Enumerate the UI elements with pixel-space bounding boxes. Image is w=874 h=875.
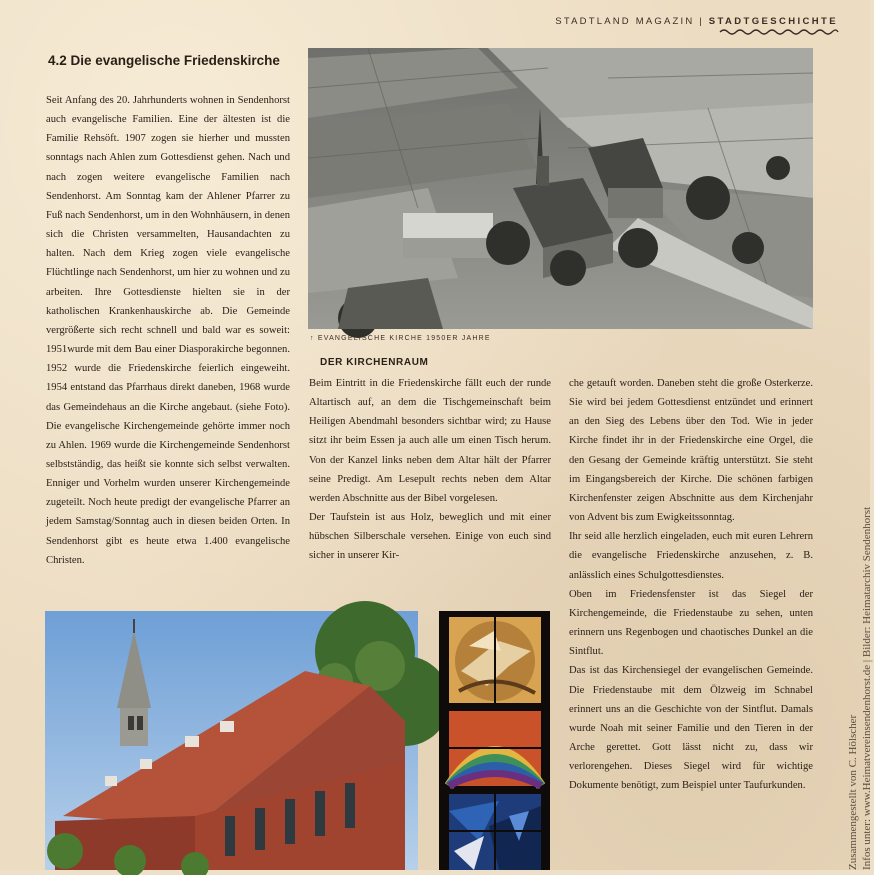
credit-compiler: Zusammengestellt von C. Hölscher [847, 714, 859, 870]
article-column-2 [309, 374, 551, 566]
magazine-name: STADTLAND MAGAZIN [555, 16, 695, 27]
section-name: STADTGESCHICHTE [708, 16, 838, 27]
paragraph: Der Taufstein ist aus Holz, beweglich und mit einer hübschen Silberschale versehen. Einige von euch sind sicher in unserer Kir- [309, 512, 551, 562]
article-column-1 [46, 91, 290, 570]
church-exterior-photo [45, 611, 418, 870]
article-title: 4.2 Die evangelische Friedenskirche [48, 53, 280, 68]
page-header [555, 16, 838, 27]
image-credits [846, 270, 874, 870]
stained-glass-window-photo [439, 611, 550, 870]
intro-paragraph: Seit Anfang des 20. Jahrhunderts wohnen in Sendenhorst auch evangelische Familien. Eine der ältesten ist die Familie Rehsöft. 1907 zogen sie hierher und mussten sonntags nach Ahlen zum Gottesdienst gehen. Nach und nach zogen weitere evangelische Familien nach Sendenhorst. Am Sonntag kam der Ahlener Pfarrer zu Fuß nach Sendenhorst, um in den Wohnhäusern, in denen sich die Christen versammelten, Hausandachten zu halten. Nach dem Krieg zogen viele evangelische Flüchtlinge nach Sendenhorst, um hier zu wohnen und zu arbeiten. Ihre Gottesdienste hielten sie in der katholischen Krankenhauskirche ab. Die Gemeinde vergrößerte sich recht schnell und bald war es soweit: 1951wurde mit dem Bau einer Diasporakirche begonnen. 1952 wurde die Friedenskirche feierlich eingeweiht. 1954 entstand das Pfarrhaus direkt daneben, 1968 wurde das Gemeindehaus an die Kirche angebaut. (siehe Foto). Die evangelische Kirchengemeinde gehörte immer noch zu Ahlen. 1969 wurde die Kirchengemeinde Sendenhorst selbstständig, das heißt sie konnte sich selbst verwalten. Enniger und Vorhelm wurden unserer Kirchengemeinde zugeteilt. Noch heute predigt der evangelische Pfarrer an jedem Samstag/Sonntag auch in diesen beiden Orten. In Sendenhorst gibt es heute etwa 1.400 evangelische Christen. [46, 95, 290, 566]
header-separator: | [699, 16, 704, 27]
paragraph: che getauft worden. Daneben steht die große Osterkerze. Sie wird bei jedem Gottesdienst entzündet und erinnert an den Sieg des Lebens über den Tod. Wie in jeder Kirche findet ihr in der Friedenskirche eine Orgel, die den Gesang der Gemeinde kräftig unterstützt. Sie steht im Eingangsbereich der Kirche. Die schönen farbigen Kirchenfenster zeigen Abschnitte aus dem Kirchenjahr von Advent bis zum Ewigkeitssonntag. [569, 378, 813, 524]
wave-underline-icon [720, 28, 838, 36]
article-column-3 [569, 374, 813, 795]
subheading: DER KIRCHENRAUM [320, 357, 429, 368]
aerial-church-photo [308, 48, 813, 329]
paragraph: Oben im Friedensfenster ist das Siegel der Kirchengemeinde, die Friedenstaube zu sehen, unten erinnern uns Regenbogen und chaotisches Dunkel an die Sintflut. [569, 588, 813, 658]
credit-sources: Infos unter: www.Heimatvereinsendenhorst.de | Bilder: Heimatarchiv Sendenhorst [861, 506, 873, 870]
paragraph: Beim Eintritt in die Friedenskirche fällt euch der runde Altartisch auf, an dem die Tischgemeinschaft beim Heiligen Abendmahl besonders sichtbar wird; zu Hause sitzt ihr beim Essen ja auch alle um einen Tisch herum. Von der Kanzel links neben dem Altar hält der Pfarrer seine Predigt. Am Lesepult rechts neben dem Altar werden Abschnitte aus der Bibel vorgelesen. [309, 378, 551, 504]
paragraph: Ihr seid alle herzlich eingeladen, euch mit euren Lehrern die evangelische Friedenskirche anzusehen, z. B. anlässlich eines Schulgottesdienstes. [569, 531, 813, 581]
paragraph: Das ist das Kirchensiegel der evangelischen Gemeinde. Die Friedenstaube mit dem Ölzweig im Schnabel erinnert uns an die Geschichte von der Sintflut. Damals wurde Noah mit seiner Familie und den Tieren in der Arche gerettet. Gott lässt nicht zu, dass wir verlorengehen. Dieses Siegel wird für wichtige Dokumente benötigt, zum Beispiel unter Taufurkunden. [569, 665, 813, 792]
photo-caption: ↑ EVANGELISCHE KIRCHE 1950ER JAHRE [310, 335, 491, 342]
